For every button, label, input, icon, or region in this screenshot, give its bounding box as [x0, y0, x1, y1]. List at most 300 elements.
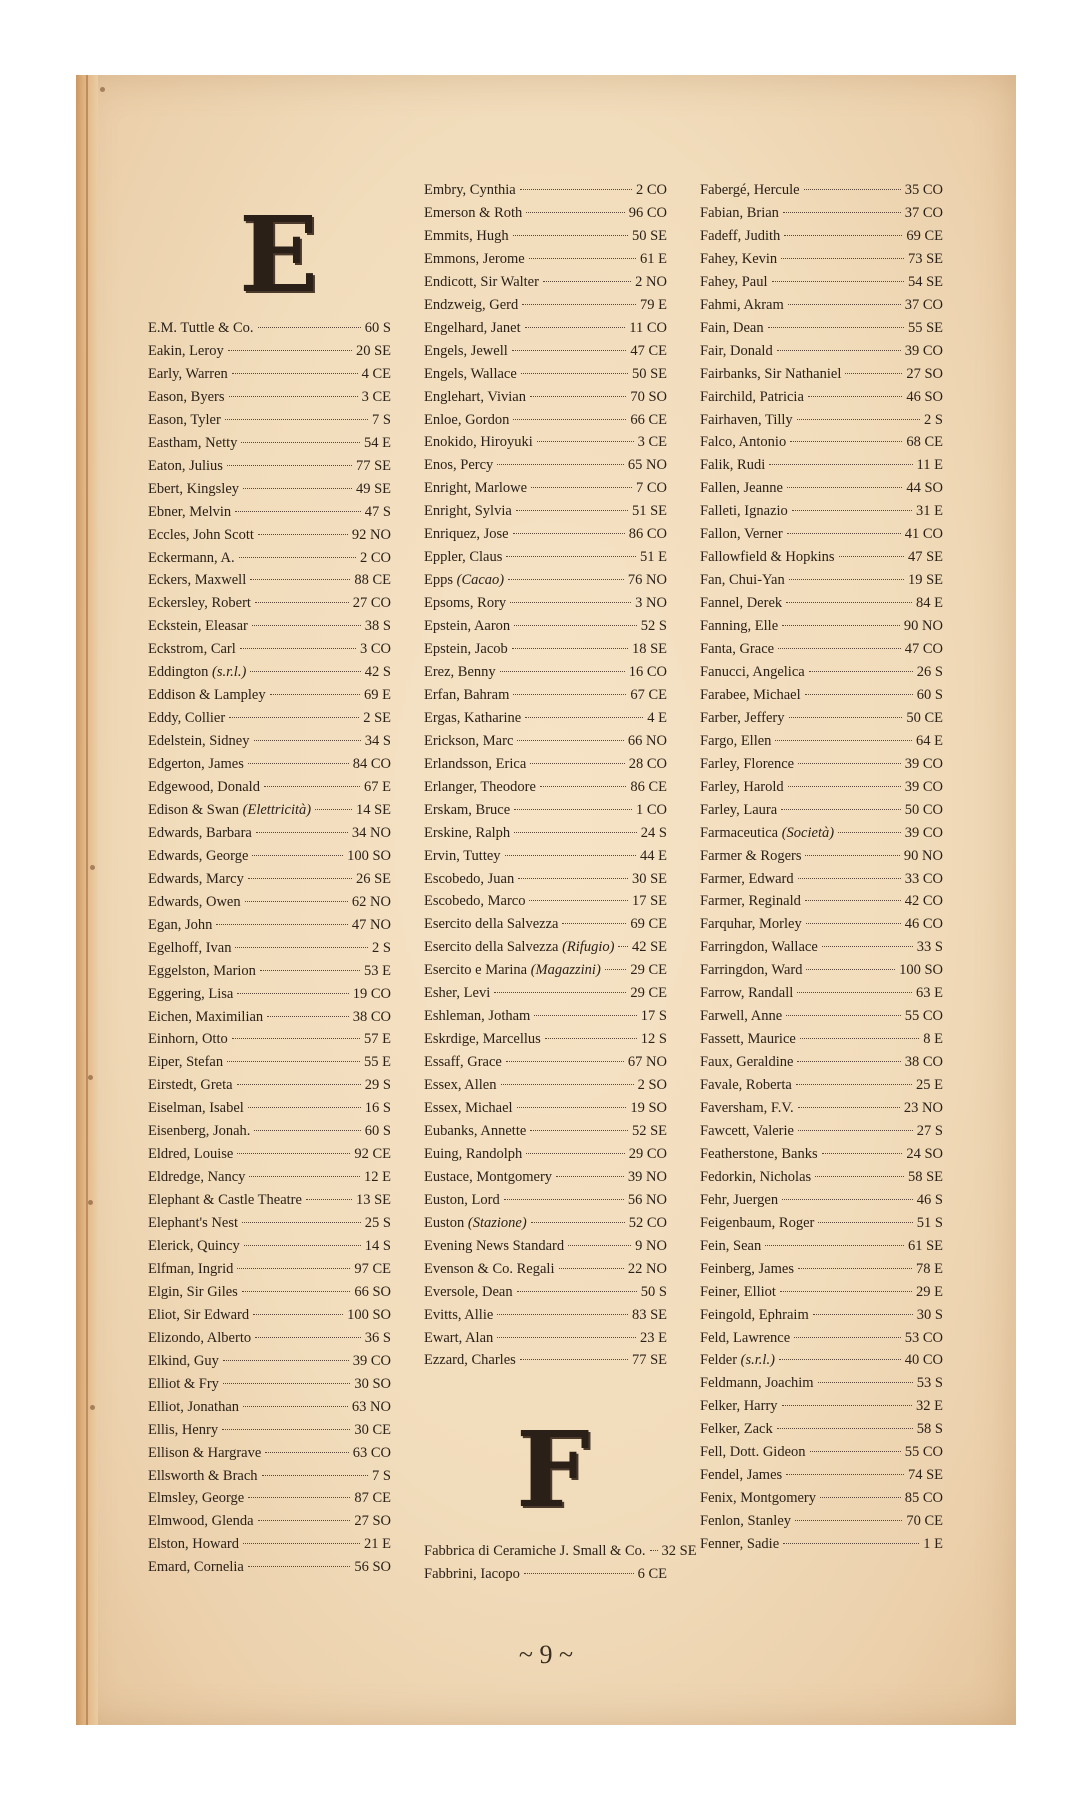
entry-reference: 78 E	[916, 1260, 943, 1277]
entry-reference: 12 E	[364, 1169, 391, 1186]
index-entry	[148, 802, 391, 825]
entry-reference: 39 CO	[904, 755, 943, 772]
entry-reference: 66 CE	[630, 411, 667, 428]
index-entry	[700, 366, 943, 389]
index-entry	[148, 641, 391, 664]
entry-name: Engelhard, Janet	[424, 319, 521, 336]
entry-name: Eichen, Maximilian	[148, 1008, 264, 1025]
index-entry	[700, 457, 943, 480]
entry-name: Fawcett, Valerie	[700, 1122, 794, 1139]
dot-leader	[264, 786, 360, 787]
entry-reference: 68 CE	[906, 434, 943, 451]
dot-leader	[514, 832, 637, 833]
dot-leader	[223, 1360, 349, 1361]
index-entry	[148, 917, 391, 940]
entry-name: Early, Warren	[148, 365, 228, 382]
index-entry	[148, 458, 391, 481]
index-entry	[700, 916, 943, 939]
entry-name: Esercito della Salvezza (Rifugio)	[424, 939, 615, 956]
index-entry	[148, 1009, 391, 1032]
dot-leader	[605, 969, 627, 970]
dot-leader	[804, 189, 901, 190]
entry-name: Erskam, Bruce	[424, 801, 511, 818]
index-entry	[700, 985, 943, 1008]
index-entry	[700, 1215, 943, 1238]
dot-leader	[787, 487, 902, 488]
entry-name: Ellsworth & Brach	[148, 1467, 258, 1484]
index-entry	[700, 733, 943, 756]
entry-reference: 29 CO	[628, 1145, 667, 1162]
dot-leader	[510, 602, 631, 603]
entry-name: Farmer, Edward	[700, 870, 794, 887]
entry-name: Fadeff, Judith	[700, 227, 781, 244]
entry-reference: 28 CO	[628, 755, 667, 772]
entry-name: Epps (Cacao)	[424, 572, 505, 589]
dot-leader	[781, 809, 901, 810]
dot-leader	[782, 1199, 913, 1200]
entry-reference: 53 S	[916, 1375, 943, 1392]
entry-reference: 21 E	[364, 1536, 391, 1553]
dot-leader	[795, 1520, 902, 1521]
index-entry	[700, 320, 943, 343]
index-entry	[148, 1330, 391, 1353]
index-entry	[700, 1261, 943, 1284]
entry-name: Faux, Geraldine	[700, 1054, 794, 1071]
dot-leader	[788, 786, 901, 787]
index-entry	[424, 1169, 667, 1192]
entry-name: Eckermann, A.	[148, 549, 235, 566]
entry-reference: 13 SE	[355, 1192, 391, 1209]
entry-reference: 23 E	[640, 1329, 667, 1346]
entry-name: Eppler, Claus	[424, 549, 503, 566]
dot-leader	[225, 419, 368, 420]
entry-reference: 17 SE	[631, 893, 667, 910]
index-entry	[424, 526, 667, 549]
entry-reference: 54 E	[364, 434, 391, 451]
entry-reference: 29 E	[916, 1283, 943, 1300]
index-entry	[700, 343, 943, 366]
entry-name: Fargo, Ellen	[700, 732, 772, 749]
page-number: ~ 9 ~	[518, 1640, 574, 1669]
dot-leader	[504, 1199, 624, 1200]
dot-leader	[258, 1520, 351, 1521]
index-entry	[700, 687, 943, 710]
entry-name: Eddington (s.r.l.)	[148, 664, 247, 681]
entry-reference: 26 SE	[355, 870, 391, 887]
dot-leader	[537, 441, 634, 442]
entry-name: Eirstedt, Greta	[148, 1077, 233, 1094]
entry-name: Ewart, Alan	[424, 1329, 494, 1346]
entry-name: Epstein, Aaron	[424, 618, 511, 635]
dot-leader	[241, 442, 360, 443]
index-entry	[424, 893, 667, 916]
entry-reference: 42 CO	[904, 893, 943, 910]
entry-reference: 27 S	[916, 1122, 943, 1139]
index-entry	[424, 343, 667, 366]
entry-qualifier: (Elettricità)	[242, 801, 312, 818]
entry-name: Escobedo, Marco	[424, 893, 526, 910]
dot-leader	[806, 923, 901, 924]
entry-name: Eldred, Louise	[148, 1146, 234, 1163]
paper-speck	[88, 1200, 93, 1205]
entry-reference: 2 SE	[363, 710, 391, 727]
index-entry	[700, 1077, 943, 1100]
paper-speck	[88, 1075, 93, 1080]
entry-reference: 18 SE	[631, 641, 667, 657]
dot-leader	[810, 1451, 901, 1452]
entry-reference: 34 NO	[351, 824, 391, 841]
index-entry	[424, 756, 667, 779]
dot-leader	[513, 419, 626, 420]
entry-name: Elerick, Quincy	[148, 1238, 240, 1254]
entry-reference: 33 S	[916, 939, 943, 956]
entry-name: Eastham, Netty	[148, 434, 238, 451]
dot-leader	[805, 855, 899, 856]
entry-name: Ellison & Hargrave	[148, 1444, 262, 1461]
dot-leader	[240, 648, 356, 649]
entry-reference: 39 CO	[904, 342, 943, 359]
entry-reference: 16 S	[364, 1100, 391, 1117]
entry-name: Elephant's Nest	[148, 1215, 238, 1232]
entry-reference: 44 SO	[906, 480, 943, 497]
entry-reference: 2 NO	[635, 273, 667, 290]
entry-name: Fehr, Juergen	[700, 1191, 779, 1208]
entry-name: Erlanger, Theodore	[424, 778, 536, 795]
entry-reference: 6 CE	[637, 1565, 667, 1582]
dot-leader	[786, 1015, 901, 1016]
index-entry	[700, 1031, 943, 1054]
index-entry	[700, 825, 943, 848]
entry-name: Elliot & Fry	[148, 1375, 219, 1392]
index-entry	[148, 1215, 391, 1238]
index-entry	[148, 1445, 391, 1468]
entry-name: Engels, Jewell	[424, 342, 508, 359]
entry-reference: 3 CE	[361, 388, 391, 405]
entry-reference: 2 S	[924, 411, 943, 428]
entry-reference: 1 E	[923, 1536, 943, 1553]
index-entry	[148, 527, 391, 550]
dot-leader	[229, 717, 359, 718]
entry-name: Esercito della Salvezza	[424, 916, 559, 933]
dot-leader	[781, 258, 904, 259]
entry-name: Elmwood, Glenda	[148, 1513, 254, 1530]
entry-reference: 25 E	[916, 1077, 943, 1094]
dot-leader	[235, 511, 361, 512]
dot-leader	[254, 1130, 360, 1131]
entry-reference: 58 S	[916, 1421, 943, 1438]
entry-name: Fedorkin, Nicholas	[700, 1168, 812, 1185]
dot-leader	[525, 717, 643, 718]
index-entry	[148, 1169, 391, 1192]
entry-reference: 50 CE	[906, 709, 943, 726]
dot-leader	[779, 1359, 901, 1360]
dot-leader	[513, 533, 625, 534]
dot-leader	[529, 258, 636, 259]
entry-name: Fan, Chui-Yan	[700, 572, 785, 589]
entry-name: Eddy, Collier	[148, 710, 226, 727]
entry-reference: 2 SO	[637, 1077, 667, 1094]
index-entry	[424, 1077, 667, 1100]
index-entry	[424, 182, 667, 205]
dot-leader	[265, 1452, 348, 1453]
dot-leader	[248, 763, 349, 764]
entry-name: Ebner, Melvin	[148, 503, 232, 520]
index-entry	[424, 480, 667, 503]
entry-reference: 30 S	[916, 1306, 943, 1323]
dot-leader	[789, 717, 903, 718]
entry-name: Falik, Rudi	[700, 457, 766, 474]
entry-reference: 42 SE	[631, 939, 667, 956]
entry-name: Emmons, Jerome	[424, 250, 525, 267]
entry-name: Erickson, Marc	[424, 732, 514, 749]
index-entry	[700, 274, 943, 297]
entry-name: Edwards, Barbara	[148, 824, 252, 841]
entry-name: Feinberg, James	[700, 1260, 794, 1277]
dot-leader	[260, 970, 360, 971]
entry-reference: 100 SO	[347, 1306, 391, 1323]
dot-leader	[798, 1107, 900, 1108]
entry-name: Fairbanks, Sir Nathaniel	[700, 365, 842, 382]
entry-name: Eiselman, Isabel	[148, 1100, 244, 1117]
dot-leader	[243, 1406, 348, 1407]
entry-name: Elmsley, George	[148, 1490, 245, 1507]
entry-name: Favale, Roberta	[700, 1077, 792, 1094]
index-entry	[424, 389, 667, 412]
entry-name: Elgin, Sir Giles	[148, 1283, 238, 1300]
entry-name: Egan, John	[148, 916, 213, 933]
dot-leader	[798, 1268, 912, 1269]
entry-name: Falleti, Ignazio	[700, 503, 788, 520]
entry-name: Fell, Dott. Gideon	[700, 1444, 806, 1461]
dot-leader	[796, 1084, 912, 1085]
index-entry	[700, 1536, 943, 1559]
dot-leader	[805, 900, 901, 901]
entry-reference: 26 S	[916, 663, 943, 680]
dot-leader	[783, 212, 901, 213]
entry-reference: 27 SO	[906, 365, 943, 382]
dot-leader	[216, 924, 347, 925]
index-entry	[148, 1123, 391, 1146]
entry-reference: 41 CO	[904, 526, 943, 543]
dot-leader	[229, 396, 358, 397]
index-entry	[700, 526, 943, 549]
entry-name: Feiner, Elliot	[700, 1283, 776, 1300]
entry-name: Erskine, Ralph	[424, 824, 511, 841]
index-entry	[700, 297, 943, 320]
index-entry	[424, 1146, 667, 1169]
dot-leader	[545, 1038, 637, 1039]
dot-leader	[520, 1359, 628, 1360]
entry-name: Evening News Standard	[424, 1237, 565, 1254]
dot-leader	[520, 189, 632, 190]
entry-name: Eustace, Montgomery	[424, 1168, 553, 1185]
dot-leader	[772, 281, 904, 282]
dot-leader	[232, 373, 358, 374]
dot-leader	[792, 510, 912, 511]
entry-reference: 46 SO	[906, 388, 943, 405]
entry-reference: 47 NO	[351, 916, 391, 933]
dot-leader	[797, 992, 912, 993]
entry-reference: 49 SE	[355, 480, 391, 497]
dot-leader	[530, 1130, 628, 1131]
index-entry	[424, 687, 667, 710]
index-entry	[424, 641, 667, 664]
dot-leader	[306, 1199, 352, 1200]
entry-reference: 63 NO	[351, 1398, 391, 1415]
index-entry	[424, 985, 667, 1008]
entry-reference: 19 CO	[352, 985, 391, 1002]
dot-leader	[782, 625, 900, 626]
entry-name: Elizondo, Alberto	[148, 1329, 252, 1346]
dot-leader	[529, 900, 627, 901]
entry-name: Eskrdige, Marcellus	[424, 1031, 541, 1048]
entry-reference: 83 SE	[631, 1306, 667, 1323]
dot-leader	[506, 1061, 624, 1062]
index-entry	[700, 503, 943, 526]
entry-name: Fein, Sean	[700, 1237, 762, 1254]
index-entry	[148, 664, 391, 687]
dot-leader	[838, 832, 901, 833]
index-entry	[148, 1468, 391, 1491]
dot-leader	[497, 1337, 636, 1338]
dot-leader	[248, 1566, 350, 1567]
entry-reference: 40 CO	[904, 1352, 943, 1369]
dot-leader	[815, 1176, 904, 1177]
entry-reference: 30 SO	[354, 1375, 391, 1392]
entry-reference: 55 E	[364, 1054, 391, 1071]
index-entry	[700, 779, 943, 802]
dot-leader	[245, 901, 348, 902]
index-entry	[424, 939, 667, 962]
index-entry	[148, 1054, 391, 1077]
entry-name: Fabian, Brian	[700, 204, 779, 221]
index-entry	[424, 434, 667, 457]
entry-qualifier: (s.r.l.)	[740, 1352, 775, 1369]
page-edge-line	[86, 75, 88, 1725]
index-entry	[700, 1146, 943, 1169]
dot-leader	[248, 1497, 350, 1498]
entry-reference: 38 CO	[904, 1054, 943, 1071]
dot-leader	[818, 1222, 912, 1223]
index-entry	[424, 1307, 667, 1330]
dot-leader	[786, 1474, 904, 1475]
entry-reference: 19 SE	[907, 572, 943, 589]
entry-reference: 51 S	[916, 1214, 943, 1231]
entry-name: Fenner, Sadie	[700, 1536, 780, 1553]
index-entry	[424, 1261, 667, 1284]
index-entry	[700, 182, 943, 205]
index-entry	[148, 825, 391, 848]
index-entry	[148, 1559, 391, 1582]
entry-name: Escobedo, Juan	[424, 870, 515, 887]
entry-reference: 69 CE	[906, 227, 943, 244]
entry-name: Feld, Lawrence	[700, 1329, 791, 1346]
entry-name: Eisenberg, Jonah.	[148, 1123, 251, 1140]
dot-leader	[494, 992, 626, 993]
entry-name: Fairchild, Patricia	[700, 388, 804, 405]
index-entry	[700, 1054, 943, 1077]
dot-leader	[818, 1382, 913, 1383]
entry-reference: 3 CO	[359, 641, 391, 658]
dot-leader	[242, 1291, 351, 1292]
entry-qualifier: (Rifugio)	[562, 939, 615, 956]
index-entry	[148, 779, 391, 802]
entry-name: Edgerton, James	[148, 756, 244, 773]
entry-reference: 55 CO	[904, 1008, 943, 1025]
entry-name: Eckstein, Eleasar	[148, 618, 248, 635]
dot-leader	[270, 694, 360, 695]
index-entry	[700, 802, 943, 825]
dot-leader	[784, 235, 902, 236]
entry-name: Esher, Levi	[424, 985, 491, 1002]
index-entry	[700, 434, 943, 457]
dot-leader	[267, 1016, 349, 1017]
entry-name: Ergas, Katharine	[424, 709, 522, 726]
dot-leader	[254, 740, 361, 741]
dot-leader	[797, 1061, 900, 1062]
dot-leader	[526, 1153, 624, 1154]
index-entry	[424, 916, 667, 939]
entry-reference: 39 NO	[627, 1168, 667, 1185]
entry-reference: 61 E	[640, 250, 667, 267]
entry-name: Erfan, Bahram	[424, 686, 510, 703]
entry-name: Elkind, Guy	[148, 1352, 219, 1369]
entry-name: Fallowfield & Hopkins	[700, 549, 835, 566]
index-entry	[700, 251, 943, 274]
entry-name: Enloe, Gordon	[424, 411, 510, 428]
dot-leader	[769, 464, 912, 465]
entry-reference: 3 NO	[635, 595, 667, 612]
entry-name: Elston, Howard	[148, 1536, 240, 1553]
entry-name: Farwell, Anne	[700, 1008, 783, 1025]
index-entry	[148, 1307, 391, 1330]
entry-reference: 29 CE	[630, 985, 667, 1002]
entry-reference: 86 CE	[630, 778, 667, 795]
entry-reference: 90 NO	[903, 847, 943, 864]
entry-name: Fenix, Montgomery	[700, 1490, 816, 1507]
dot-leader	[839, 556, 904, 557]
index-entry	[148, 481, 391, 504]
entry-reference: 32 SE	[661, 1543, 697, 1559]
entry-name: Ervin, Tuttey	[424, 847, 501, 864]
index-entry	[700, 848, 943, 871]
dot-leader	[248, 878, 352, 879]
index-entry	[700, 1421, 943, 1444]
entry-name: Fabbrini, Iacopo	[424, 1565, 520, 1582]
index-entry	[700, 1490, 943, 1513]
dot-leader	[798, 878, 901, 879]
dot-leader	[786, 602, 912, 603]
index-entry	[700, 1192, 943, 1215]
dot-leader	[782, 1405, 912, 1406]
index-entry	[148, 595, 391, 618]
entry-reference: 7 S	[372, 411, 391, 428]
entry-name: Euing, Randolph	[424, 1145, 523, 1162]
entry-reference: 36 S	[364, 1329, 391, 1346]
entry-name: Enos, Percy	[424, 457, 494, 474]
entry-reference: 86 CO	[628, 526, 667, 543]
entry-name: Farabee, Michael	[700, 686, 801, 703]
entry-name: Fallon, Verner	[700, 526, 783, 543]
entry-name: Farringdon, Wallace	[700, 939, 818, 956]
dot-leader	[813, 1314, 913, 1315]
entry-name: Fenlon, Stanley	[700, 1513, 792, 1530]
entry-name: Edwards, Marcy	[148, 870, 244, 887]
paper-speck	[100, 87, 105, 92]
dot-leader	[514, 625, 637, 626]
entry-reference: 37 CO	[904, 204, 943, 221]
index-entry	[148, 756, 391, 779]
